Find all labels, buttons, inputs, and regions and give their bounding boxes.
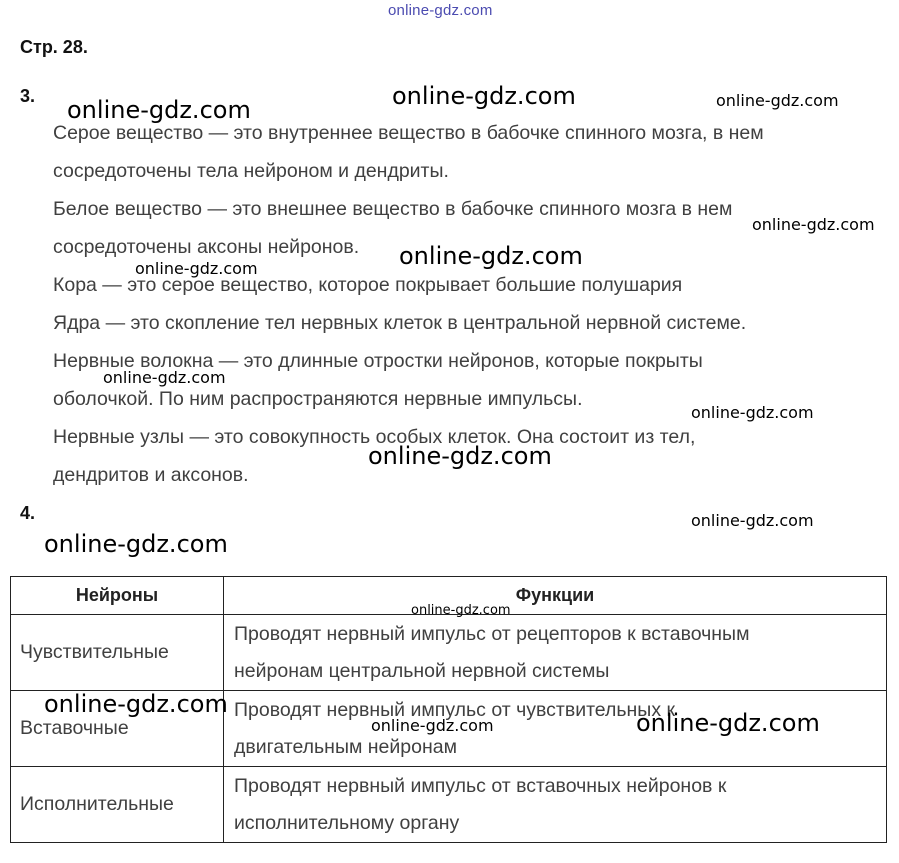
watermark: online-gdz.com (399, 242, 583, 270)
function-line: двигательным нейронам (234, 735, 458, 758)
watermark: online-gdz.com (691, 403, 814, 422)
neuron-type: Исполнительные (11, 767, 224, 843)
header-watermark: online-gdz.com (388, 2, 493, 19)
task-3-line: Ядра — это скопление тел нервных клеток в центральной нервной системе. (53, 312, 747, 334)
task-3-line: Нервные узлы — это совокупность особых клеток. Она состоит из тел, (53, 426, 696, 448)
watermark: online-gdz.com (752, 215, 875, 234)
function-line: Проводят нервный импульс от рецепторов к вставочным (234, 622, 750, 645)
function-line: исполнительному органу (234, 811, 460, 834)
task-3-line: Серое вещество — это внутреннее вещество в бабочке спинного мозга, в нем (53, 122, 764, 144)
task-4-number: 4. (20, 503, 36, 523)
function-line: Проводят нервный импульс от чувствительных к (234, 698, 676, 721)
task-3-line: сосредоточены аксоны нейронов. (53, 236, 360, 258)
watermark: online-gdz.com (44, 690, 228, 718)
page-label: Стр. 28. (20, 37, 88, 57)
watermark: online-gdz.com (67, 96, 251, 124)
watermark: online-gdz.com (44, 530, 228, 558)
function-line: нейронам центральной нервной системы (234, 659, 610, 682)
watermark: online-gdz.com (636, 709, 820, 737)
task-3-line: оболочкой. По ним распространяются нервные импульсы. (53, 388, 583, 410)
header-functions: Функции (224, 577, 887, 615)
watermark: online-gdz.com (716, 91, 839, 110)
task-3-line: сосредоточены тела нейроном и дендриты. (53, 160, 449, 182)
table-row (11, 767, 887, 843)
watermark: online-gdz.com (103, 368, 226, 387)
task-3-line: дендритов и аксонов. (53, 464, 249, 486)
watermark: online-gdz.com (371, 716, 494, 735)
task-3-line: Нервные волокна — это длинные отростки нейронов, которые покрыты (53, 350, 703, 372)
table-row (11, 615, 887, 691)
watermark: online-gdz.com (135, 259, 258, 278)
neuron-type: Чувствительные (11, 615, 224, 691)
neuron-type: Вставочные (11, 691, 224, 767)
watermark: online-gdz.com (691, 511, 814, 530)
neuron-function (224, 615, 887, 691)
neuron-function (224, 767, 887, 843)
task-3-line: Кора — это серое вещество, которое покрывает большие полушария (53, 274, 683, 296)
task-3-number: 3. (20, 86, 36, 106)
header-neurons: Нейроны (11, 577, 224, 615)
task-3-line: Белое вещество — это внешнее вещество в бабочке спинного мозга в нем (53, 198, 733, 220)
watermark: online-gdz.com (368, 442, 552, 470)
watermark: online-gdz.com (392, 82, 576, 110)
watermark: online-gdz.com (411, 603, 511, 618)
function-line: Проводят нервный импульс от вставочных нейронов к (234, 774, 727, 797)
